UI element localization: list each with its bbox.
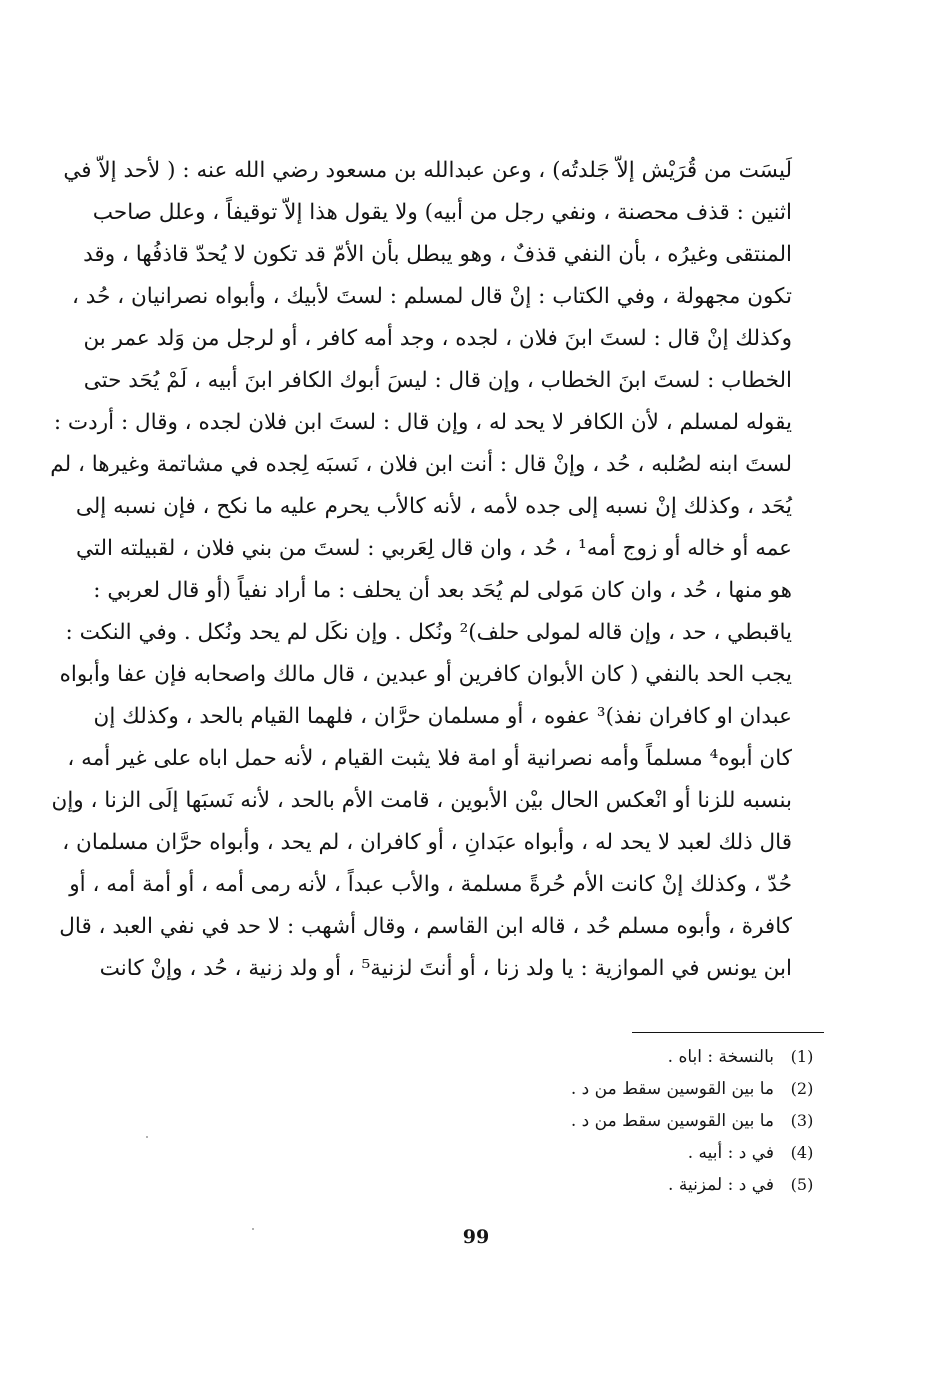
text-line: كان أبوه⁴ مسلماً وأمه نصرانية أو امة فلا يثبت القيام ، لأنه حمل اباه على غير أمه ،: [67, 746, 792, 771]
text-line: تكون مجهولة ، وفي الكتاب : إنْ قال لمسلم : لستَ لأبيك ، وأبواه نصرانيان ، حُد ،: [72, 284, 792, 309]
footnote-item: [304, 1137, 824, 1169]
scan-speck: [252, 1228, 254, 1230]
footnote-text: بالنسخة : اباه .: [667, 1047, 774, 1067]
text-line: يقوله لمسلم ، لأن الكافر لا يحد له ، وإن قال : لستَ ابن فلان لجده ، وقال : أردت :: [53, 410, 792, 435]
footnote-text: في د : أبيه .: [687, 1143, 774, 1163]
text-line: هو منها ، حُد ، وان كان مَولى لم يُحَد بعد أن يحلف : ما أراد نفياً (أو قال لعربي :: [93, 578, 792, 603]
footnote-number: (1): [790, 1047, 814, 1066]
footnote-text: في د : لمزنية .: [668, 1175, 774, 1195]
text-line: الخطاب : لستَ ابنَ الخطاب ، وإن قال : ليسَ أبوك الكافر ابنَ أبيه ، لَمْ يُحَد حتى: [83, 368, 792, 393]
text-line: يُحَد ، وكذلك إنْ نسبه إلى جده لأمه ، لأنه كالأب يحرم عليه ما نكح ، فإن نسبه إلى: [75, 494, 792, 519]
footnotes-block: [304, 1041, 824, 1201]
text-line: عمه أو خاله أو زوج أمه¹ ، حُد ، وان قال لِعَربي : لستَ من بني فلان ، لقبيلته التي: [76, 536, 792, 561]
text-line: لَيسَت من قُرَيْش إلاّ جَلدتُه) ، وعن عبدالله بن مسعود رضي الله عنه : ( لأحد إلاّ في: [63, 158, 792, 183]
text-line: كافرة ، وأبوه مسلم حُد ، قاله ابن القاسم ، وقال أشهب : لا حد في نفي العبد ، قال: [59, 914, 792, 939]
page-number: 99: [462, 1226, 490, 1248]
text-line: لستَ ابنه لصُلبه ، حُد ، وإنْ قال : أنت ابن فلان ، نَسبَه لِجده في مشاتمة وغيرها ، لم: [50, 452, 792, 477]
footnote-item: [304, 1169, 824, 1201]
footnote-item: [304, 1073, 824, 1105]
text-line: حُدّ ، وكذلك إنْ كانت الأم حُرةً مسلمة ، والأب عبداً ، لأنه رمى أمه ، أو أمة أمه ، أو: [69, 872, 792, 897]
footnote-number: (3): [790, 1111, 814, 1130]
text-line: ابن يونس في الموازية : يا ولد زنا ، أو أنتَ لزنية⁵ ، أو ولد زنية ، حُد ، وإنْ كانت: [99, 956, 792, 981]
text-line: وكذلك إنْ قال : لستَ ابنَ فلان ، لجده ، وجد أمه كافر ، أو لرجل من وَلد عمر بن: [83, 326, 792, 351]
text-line: عبدان او كافران نفذ)³ عفوه ، أو مسلمان حرَّان ، فلهما القيام بالحد ، وكذلك إن: [93, 704, 792, 729]
text-line: قال ذلك لعبد لا يحد له ، وأبواه عبَدانِ ، أو كافران ، لم يحد ، وأبواه حرَّان مسلمان ،: [62, 830, 792, 855]
scan-speck: [146, 1136, 148, 1138]
text-line: بنسبه للزنا أو انْعكس الحال بيْن الأبوين ، قامت الأم بالحد ، لأنه نَسبَها إلَى الزنا ، وإن: [51, 788, 792, 813]
text-line: يجب الحد بالنفي ( كان الأبوان كافرين أو عبدين ، قال مالك واصحابه فإن عفا وأبواه: [59, 662, 792, 687]
footnote-number: (2): [790, 1079, 814, 1098]
footnote-number: (4): [790, 1143, 814, 1162]
footnote-item: [304, 1041, 824, 1073]
main-text-block: [50, 150, 792, 990]
text-line: اثنين : قذف محصنة ، ونفي رجل من أبيه) ولا يقول هذا إلاّ توقيفاً ، وعلل صاحب: [92, 200, 792, 225]
footnote-text: ما بين القوسين سقط من د .: [570, 1079, 774, 1099]
footnote-divider: [632, 1032, 824, 1033]
footnote-item: [304, 1105, 824, 1137]
text-line: ياقبطي ، حد ، وإن قاله لمولى حلف)² ونُكل . وإن نكَل لم يحد ونُكل . وفي النكت :: [65, 620, 792, 645]
text-line: المنتقى وغيرُه ، بأن النفي قذفٌ ، وهو يبطل بأن الأمّ قد تكون لا يُحدّ قاذفُها ، وقد: [83, 242, 792, 267]
footnote-number: (5): [790, 1175, 814, 1194]
footnote-text: ما بين القوسين سقط من د .: [570, 1111, 774, 1131]
